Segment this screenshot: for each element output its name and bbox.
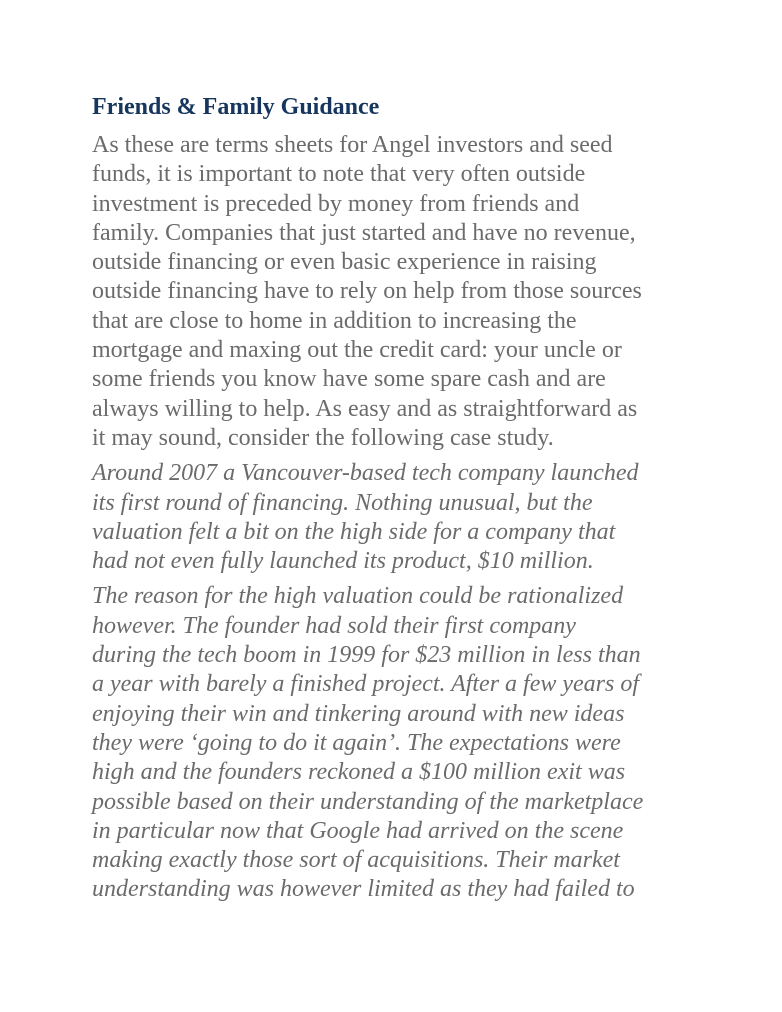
text-line: in particular now that Google had arrived on the scene xyxy=(92,817,624,844)
text-line: As these are terms sheets for Angel investors and seed xyxy=(92,132,613,158)
text-line: family. Companies that just started and have no revenue, xyxy=(92,219,636,246)
text-line: making exactly those sort of acquisitions. Their market xyxy=(92,847,620,874)
text-line: always willing to help. As easy and as straightforward as xyxy=(92,395,638,422)
text-line: some friends you know have some spare cash and are xyxy=(92,366,606,393)
text-line: enjoying their win and tinkering around with new ideas xyxy=(92,700,625,727)
text-line: outside financing have to rely on help from those sources xyxy=(92,278,642,305)
text-line: mortgage and maxing out the credit card: your uncle or xyxy=(92,337,622,364)
case-study-paragraph-2 xyxy=(92,582,692,904)
section-heading: Friends & Family Guidance xyxy=(92,94,380,120)
intro-paragraph xyxy=(92,131,692,453)
text-line: understanding was however limited as they had failed to xyxy=(92,876,635,903)
text-line: funds, it is important to note that very often outside xyxy=(92,161,586,188)
text-line: high and the founders reckoned a $100 million exit was xyxy=(92,759,626,786)
text-line: The reason for the high valuation could be rationalized xyxy=(92,583,624,610)
text-line: possible based on their understanding of the marketplace xyxy=(92,788,644,815)
text-line: valuation felt a bit on the high side for a company that xyxy=(92,518,616,545)
text-line: Around 2007 a Vancouver-based tech company launched xyxy=(92,460,639,487)
document-page xyxy=(92,90,692,905)
text-line: they were ‘going to do it again’. The expectations were xyxy=(92,729,621,756)
text-line: investment is preceded by money from friends and xyxy=(92,190,580,217)
text-line: it may sound, consider the following case study. xyxy=(92,424,554,451)
text-line: its first round of financing. Nothing unusual, but the xyxy=(92,489,593,516)
text-line: had not even fully launched its product, $10 million. xyxy=(92,548,594,575)
text-line: during the tech boom in 1999 for $23 million in less than xyxy=(92,642,641,669)
case-study-paragraph-1 xyxy=(92,459,692,576)
text-line: outside financing or even basic experience in raising xyxy=(92,249,597,276)
text-line: however. The founder had sold their first company xyxy=(92,612,576,639)
text-line: a year with barely a finished project. After a few years of xyxy=(92,671,640,698)
text-line: that are close to home in addition to increasing the xyxy=(92,307,577,334)
